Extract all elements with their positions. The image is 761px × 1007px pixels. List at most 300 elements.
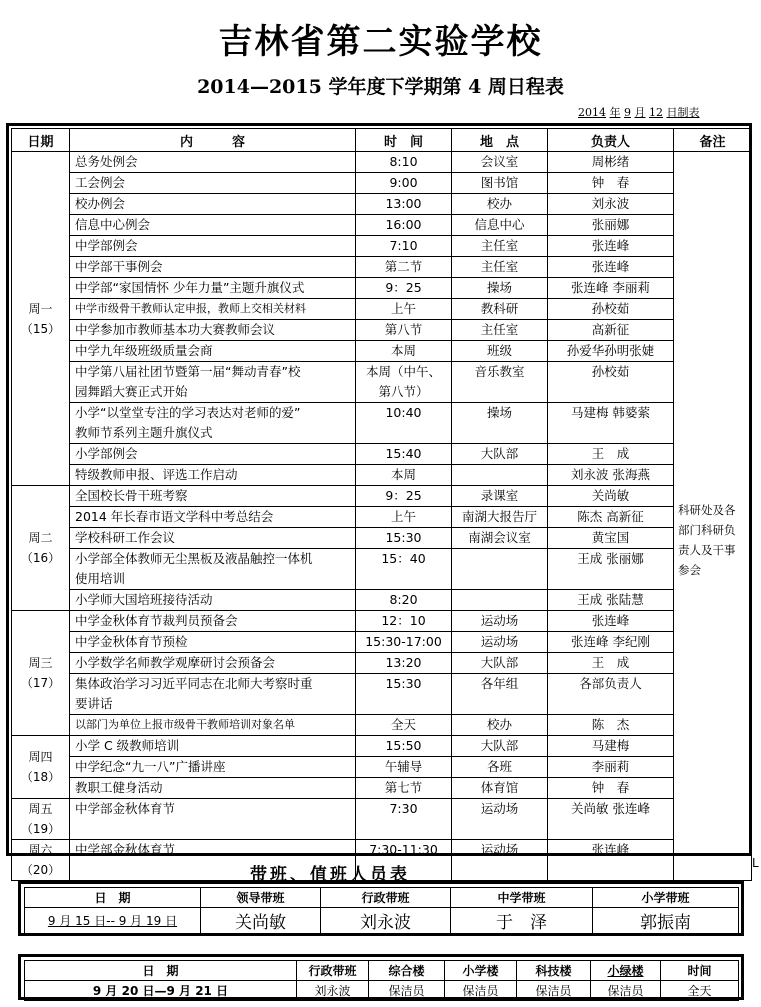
person-line: 钟 春	[591, 175, 630, 190]
place-line: 班级	[486, 343, 512, 358]
place-cell	[452, 507, 548, 528]
day-number: （15）	[20, 321, 61, 336]
content-line: 校办例会	[75, 196, 126, 211]
duty-table-1	[24, 887, 739, 934]
person-line: 刘永波	[591, 196, 630, 211]
time-line	[356, 423, 451, 443]
schedule-row	[12, 757, 752, 778]
content-line: 特级教师申报、评选工作启动	[75, 467, 238, 482]
person-cell	[548, 674, 674, 715]
schedule-body	[12, 152, 752, 881]
content-line: 中学部“家国情怀 少年力量”主题升旗仪式	[75, 280, 305, 295]
time-cell	[356, 590, 452, 611]
person-cell	[548, 840, 674, 881]
duty-table-1-frame	[18, 881, 744, 936]
time-line	[356, 694, 451, 714]
place-cell	[452, 257, 548, 278]
place-cell	[452, 486, 548, 507]
day-name: 周六	[28, 843, 53, 857]
content-cell	[70, 674, 356, 715]
place-line: 大队部	[480, 738, 519, 753]
person-cell	[548, 194, 674, 215]
time-cell	[356, 549, 452, 590]
time-cell	[356, 465, 452, 486]
time-cell	[356, 299, 452, 320]
place-line	[452, 382, 547, 402]
schedule-row	[12, 278, 752, 299]
schedule-row	[12, 549, 752, 590]
duty-2-value-row	[25, 981, 739, 1001]
content-cell	[70, 444, 356, 465]
duty-2-green-bldg: 保洁员	[591, 981, 661, 1001]
place-cell	[452, 278, 548, 299]
schedule-row	[12, 341, 752, 362]
day-cell	[12, 799, 70, 840]
made-month-unit: 月	[634, 106, 646, 119]
place-cell	[452, 194, 548, 215]
place-line: 主任室	[480, 322, 519, 337]
col-header-place: 地 点	[452, 129, 548, 152]
time-cell	[356, 736, 452, 757]
person-cell	[548, 320, 674, 341]
day-name: 周五	[28, 802, 53, 816]
person-line: 张连峰	[591, 259, 630, 274]
person-cell	[548, 486, 674, 507]
schedule-row	[12, 299, 752, 320]
content-cell	[70, 590, 356, 611]
content-line: 中学市级骨干教师认定申报，教师上交相关材料	[75, 302, 306, 315]
person-line: 关尚敏 张连峰	[571, 801, 650, 816]
person-cell	[548, 236, 674, 257]
place-cell	[452, 465, 548, 486]
time-cell	[356, 653, 452, 674]
person-cell	[548, 715, 674, 736]
place-cell	[452, 299, 548, 320]
made-year: 2014	[578, 106, 606, 119]
place-cell	[452, 362, 548, 403]
place-cell	[452, 236, 548, 257]
day-cell	[12, 840, 70, 881]
time-line: 9：25	[385, 280, 422, 295]
content-line	[70, 819, 355, 839]
time-cell	[356, 362, 452, 403]
place-cell	[452, 653, 548, 674]
content-cell	[70, 403, 356, 444]
schedule-row	[12, 152, 752, 173]
day-number: （19）	[20, 822, 61, 836]
content-line: 小学师大国培班接待活动	[75, 592, 213, 607]
content-cell	[70, 757, 356, 778]
col-header-content: 内 容	[70, 129, 356, 152]
time-line: 10:40	[385, 405, 422, 420]
schedule-row	[12, 778, 752, 799]
time-line: 13:20	[385, 655, 422, 670]
person-cell	[548, 278, 674, 299]
time-line: 15:30-17:00	[365, 634, 442, 649]
time-line: 第七节	[384, 780, 423, 795]
place-cell	[452, 444, 548, 465]
schedule-row	[12, 611, 752, 632]
person-cell	[548, 799, 674, 840]
person-cell	[548, 611, 674, 632]
time-line: 本周	[390, 467, 416, 482]
time-cell	[356, 611, 452, 632]
content-line: 中学部金秋体育节	[75, 801, 176, 816]
person-line	[548, 860, 673, 880]
schedule-row	[12, 444, 752, 465]
time-line: 第二节	[384, 259, 423, 274]
place-line	[452, 590, 547, 610]
person-cell	[548, 549, 674, 590]
content-cell	[70, 611, 356, 632]
person-line	[548, 569, 673, 589]
place-cell	[452, 778, 548, 799]
schedule-row	[12, 486, 752, 507]
place-line: 南湖会议室	[468, 530, 531, 545]
place-cell	[452, 799, 548, 840]
place-cell	[452, 674, 548, 715]
content-line: 小学“以堂堂专注的学习表达对老师的爱”	[75, 405, 301, 420]
person-cell	[548, 257, 674, 278]
content-cell	[70, 653, 356, 674]
duty-1-header-row	[25, 888, 739, 908]
content-cell	[70, 257, 356, 278]
duty-1-header-primary: 小学带班	[593, 888, 739, 908]
person-line: 各部负责人	[579, 676, 642, 691]
content-line: 小学 C 级教师培训	[75, 738, 180, 753]
place-line: 校办	[486, 717, 512, 732]
schedule-row	[12, 736, 752, 757]
content-line: 中学金秋体育节预检	[75, 634, 188, 649]
place-cell	[452, 152, 548, 173]
schedule-row	[12, 320, 752, 341]
place-line: 各年组	[480, 676, 519, 691]
time-cell	[356, 444, 452, 465]
duty-1-leader: 关尚敏	[201, 908, 321, 934]
duty-2-header-green-bldg: 小绿楼	[591, 961, 661, 981]
place-line: 主任室	[480, 259, 519, 274]
duty-1-admin: 刘永波	[321, 908, 451, 934]
person-line: 陈杰 高新征	[577, 509, 644, 524]
content-cell	[70, 362, 356, 403]
place-line	[452, 549, 547, 569]
time-cell	[356, 528, 452, 549]
time-cell	[356, 799, 452, 840]
place-cell	[452, 215, 548, 236]
time-line: 7:10	[389, 238, 418, 253]
place-line: 校办	[486, 196, 512, 211]
day-name: 周四	[28, 750, 53, 764]
time-line: 7:30-11:30	[369, 842, 438, 857]
time-line: 上午	[390, 509, 416, 524]
person-line: 孙校茹	[591, 364, 630, 379]
place-line: 各班	[486, 759, 512, 774]
person-line: 张丽娜	[591, 217, 630, 232]
duty-table-2	[24, 960, 739, 1001]
person-cell	[548, 403, 674, 444]
duty-2-header-primary-bldg: 小学楼	[445, 961, 517, 981]
content-cell	[70, 299, 356, 320]
person-line: 马建梅	[591, 738, 630, 753]
person-line: 张连峰	[591, 613, 630, 628]
day-number: （16）	[20, 551, 61, 565]
time-cell	[356, 715, 452, 736]
place-line: 录课室	[480, 488, 519, 503]
duty-2-header-admin: 行政带班	[297, 961, 369, 981]
content-line: 总务处例会	[75, 154, 138, 169]
duty-title: 带班、值班人员表	[250, 865, 410, 885]
place-line: 操场	[486, 280, 512, 295]
schedule-row	[12, 173, 752, 194]
schedule-row	[12, 590, 752, 611]
remark-line: 责人及干事	[678, 543, 736, 557]
schedule-row	[12, 799, 752, 840]
person-cell	[548, 653, 674, 674]
time-cell	[356, 486, 452, 507]
content-line: 教师节系列主题升旗仪式	[75, 425, 213, 440]
content-line: 集体政治学习习近平同志在北师大考察时重	[75, 676, 313, 691]
col-header-time: 时 间	[356, 129, 452, 152]
content-cell	[70, 486, 356, 507]
content-cell	[70, 152, 356, 173]
person-line	[548, 423, 673, 443]
schedule-row	[12, 465, 752, 486]
content-cell	[70, 236, 356, 257]
person-cell	[548, 757, 674, 778]
duty-1-primary: 郭振南	[593, 908, 739, 934]
duty-1-value-row	[25, 908, 739, 934]
person-cell	[548, 590, 674, 611]
time-cell	[356, 507, 452, 528]
schedule-row	[12, 215, 752, 236]
place-line: 操场	[486, 405, 512, 420]
person-cell	[548, 444, 674, 465]
duty-1-date: 9 月 15 日-- 9 月 19 日	[25, 908, 201, 934]
content-line: 中学第八届社团节暨第一届“舞动青春”校	[75, 364, 301, 379]
time-line: 15：40	[381, 551, 426, 566]
day-cell	[12, 152, 70, 486]
content-cell	[70, 173, 356, 194]
time-line: 本周	[390, 343, 416, 358]
time-line: 8:20	[389, 592, 418, 607]
time-cell	[356, 278, 452, 299]
content-cell	[70, 799, 356, 840]
content-line: 小学数学名师教学观摩研讨会预备会	[75, 655, 276, 670]
time-cell	[356, 674, 452, 715]
time-line: 8:10	[389, 154, 418, 169]
schedule-row	[12, 507, 752, 528]
remark-line: 参会	[678, 563, 701, 577]
place-cell	[452, 840, 548, 881]
person-line: 孙校茹	[591, 301, 630, 316]
content-cell	[70, 528, 356, 549]
person-cell	[548, 152, 674, 173]
person-cell	[548, 778, 674, 799]
content-line: 信息中心例会	[75, 217, 151, 232]
made-year-unit: 年	[609, 106, 621, 119]
col-header-person: 负责人	[548, 129, 674, 152]
duty-1-header-date: 日 期	[25, 888, 201, 908]
remark-line: 科研处及各	[678, 503, 736, 517]
duty-1-middle: 于 泽	[451, 908, 593, 934]
time-cell	[356, 403, 452, 444]
person-cell	[548, 736, 674, 757]
duty-1-header-admin: 行政带班	[321, 888, 451, 908]
schedule-table	[11, 128, 752, 881]
place-line: 教科研	[480, 301, 519, 316]
schedule-row	[12, 236, 752, 257]
time-line: 16:00	[385, 217, 422, 232]
place-cell	[452, 590, 548, 611]
person-cell	[548, 362, 674, 403]
duty-2-date: 9 月 20 日—9 月 21 日	[25, 981, 297, 1001]
place-line: 图书馆	[480, 175, 519, 190]
schedule-row	[12, 528, 752, 549]
place-line: 会议室	[480, 154, 519, 169]
time-line: 15:30	[385, 530, 422, 545]
content-line: 中学部例会	[75, 238, 138, 253]
person-line: 张连峰 李丽莉	[571, 280, 650, 295]
content-cell	[70, 778, 356, 799]
time-cell	[356, 215, 452, 236]
content-cell	[70, 278, 356, 299]
duty-2-header-tech-bldg: 科技楼	[517, 961, 591, 981]
person-line: 周彬绪	[591, 154, 630, 169]
schedule-row	[12, 403, 752, 444]
content-line: 要讲话	[75, 696, 113, 711]
person-cell	[548, 173, 674, 194]
time-cell	[356, 173, 452, 194]
time-line: 12：10	[381, 613, 426, 628]
corner-mark: L	[752, 856, 759, 870]
content-line: 中学九年级班级质量会商	[75, 343, 213, 358]
place-cell	[452, 715, 548, 736]
duty-2-tech-bldg: 保洁员	[517, 981, 591, 1001]
person-cell	[548, 632, 674, 653]
time-cell	[356, 194, 452, 215]
time-cell	[356, 341, 452, 362]
time-line: 本周（中午、	[365, 364, 441, 379]
page-subtitle: 2014—2015 学年度下学期第 4 周日程表	[197, 76, 564, 98]
day-number: （17）	[20, 676, 61, 690]
made-day: 12	[649, 106, 663, 119]
time-line: 15:50	[385, 738, 422, 753]
remark-line: 部门科研负	[678, 523, 736, 537]
person-cell	[548, 341, 674, 362]
content-line: 工会例会	[75, 175, 126, 190]
place-cell	[452, 632, 548, 653]
person-line: 刘永波 张海燕	[571, 467, 650, 482]
content-line: 小学部全体教师无尘黑板及液晶触控一体机	[75, 551, 313, 566]
made-suffix: 日制表	[666, 106, 700, 119]
person-line	[548, 382, 673, 402]
content-line: 教职工健身活动	[75, 780, 163, 795]
content-line: 中学纪念“九一八”广播讲座	[75, 759, 226, 774]
time-line: 午辅导	[384, 759, 423, 774]
place-line: 大队部	[480, 655, 519, 670]
time-line: 9:00	[389, 175, 418, 190]
made-date	[578, 104, 700, 120]
place-line: 运动场	[480, 613, 519, 628]
time-line: 7:30	[389, 801, 418, 816]
duty-table-2-frame	[18, 954, 744, 1000]
person-line: 高新征	[591, 322, 630, 337]
place-cell	[452, 611, 548, 632]
place-line	[452, 465, 547, 485]
time-cell	[356, 236, 452, 257]
duty-2-complex: 保洁员	[369, 981, 445, 1001]
content-line: 全国校长骨干班考察	[75, 488, 188, 503]
content-line: 学校科研工作会议	[75, 530, 176, 545]
person-line: 张连峰	[591, 842, 630, 857]
duty-2-header-row	[25, 961, 739, 981]
person-line	[548, 694, 673, 714]
page-title: 吉林省第二实验学校	[218, 22, 543, 62]
duty-1-header-middle: 中学带班	[451, 888, 593, 908]
place-line: 运动场	[480, 801, 519, 816]
time-cell	[356, 632, 452, 653]
time-line: 全天	[390, 717, 416, 732]
content-line: 使用培训	[75, 571, 126, 586]
person-line: 张连峰	[591, 238, 630, 253]
schedule-row	[12, 653, 752, 674]
time-cell	[356, 257, 452, 278]
place-line	[452, 423, 547, 443]
time-line: 第八节	[384, 322, 423, 337]
content-line: 2014 年长春市语文学科中考总结会	[75, 509, 274, 524]
col-header-remark: 备注	[674, 129, 752, 152]
time-line: 第八节）	[378, 384, 429, 399]
content-cell	[70, 549, 356, 590]
schedule-row	[12, 632, 752, 653]
person-cell	[548, 507, 674, 528]
time-line	[356, 819, 451, 839]
made-month: 9	[624, 106, 631, 119]
place-line	[452, 569, 547, 589]
content-cell	[70, 736, 356, 757]
person-cell	[548, 215, 674, 236]
day-name: 周二	[28, 531, 53, 545]
remark-column	[674, 152, 752, 881]
content-line: 中学金秋体育节裁判员预备会	[75, 613, 238, 628]
day-name: 周三	[28, 656, 53, 670]
place-line: 运动场	[480, 634, 519, 649]
person-line: 钟 春	[591, 780, 630, 795]
schedule-row	[12, 674, 752, 715]
place-line	[452, 819, 547, 839]
duty-2-primary-bldg: 保洁员	[445, 981, 517, 1001]
place-cell	[452, 320, 548, 341]
day-cell	[12, 486, 70, 611]
duty-2-admin: 刘永波	[297, 981, 369, 1001]
person-line: 孙爱华孙明张婕	[566, 343, 655, 358]
content-line: 以部门为单位上报市级骨干教师培训对象名单	[75, 718, 295, 731]
day-number: （18）	[20, 770, 61, 784]
person-line: 张连峰 李纪刚	[571, 634, 650, 649]
schedule-row	[12, 715, 752, 736]
place-line: 大队部	[480, 446, 519, 461]
person-cell	[548, 299, 674, 320]
place-line: 信息中心	[474, 217, 525, 232]
person-line: 黄宝国	[591, 530, 630, 545]
content-cell	[70, 465, 356, 486]
day-number: （20）	[20, 863, 61, 877]
place-cell	[452, 757, 548, 778]
content-cell	[70, 320, 356, 341]
place-line	[452, 860, 547, 880]
col-header-date: 日期	[12, 129, 70, 152]
schedule-header-row	[12, 129, 752, 152]
